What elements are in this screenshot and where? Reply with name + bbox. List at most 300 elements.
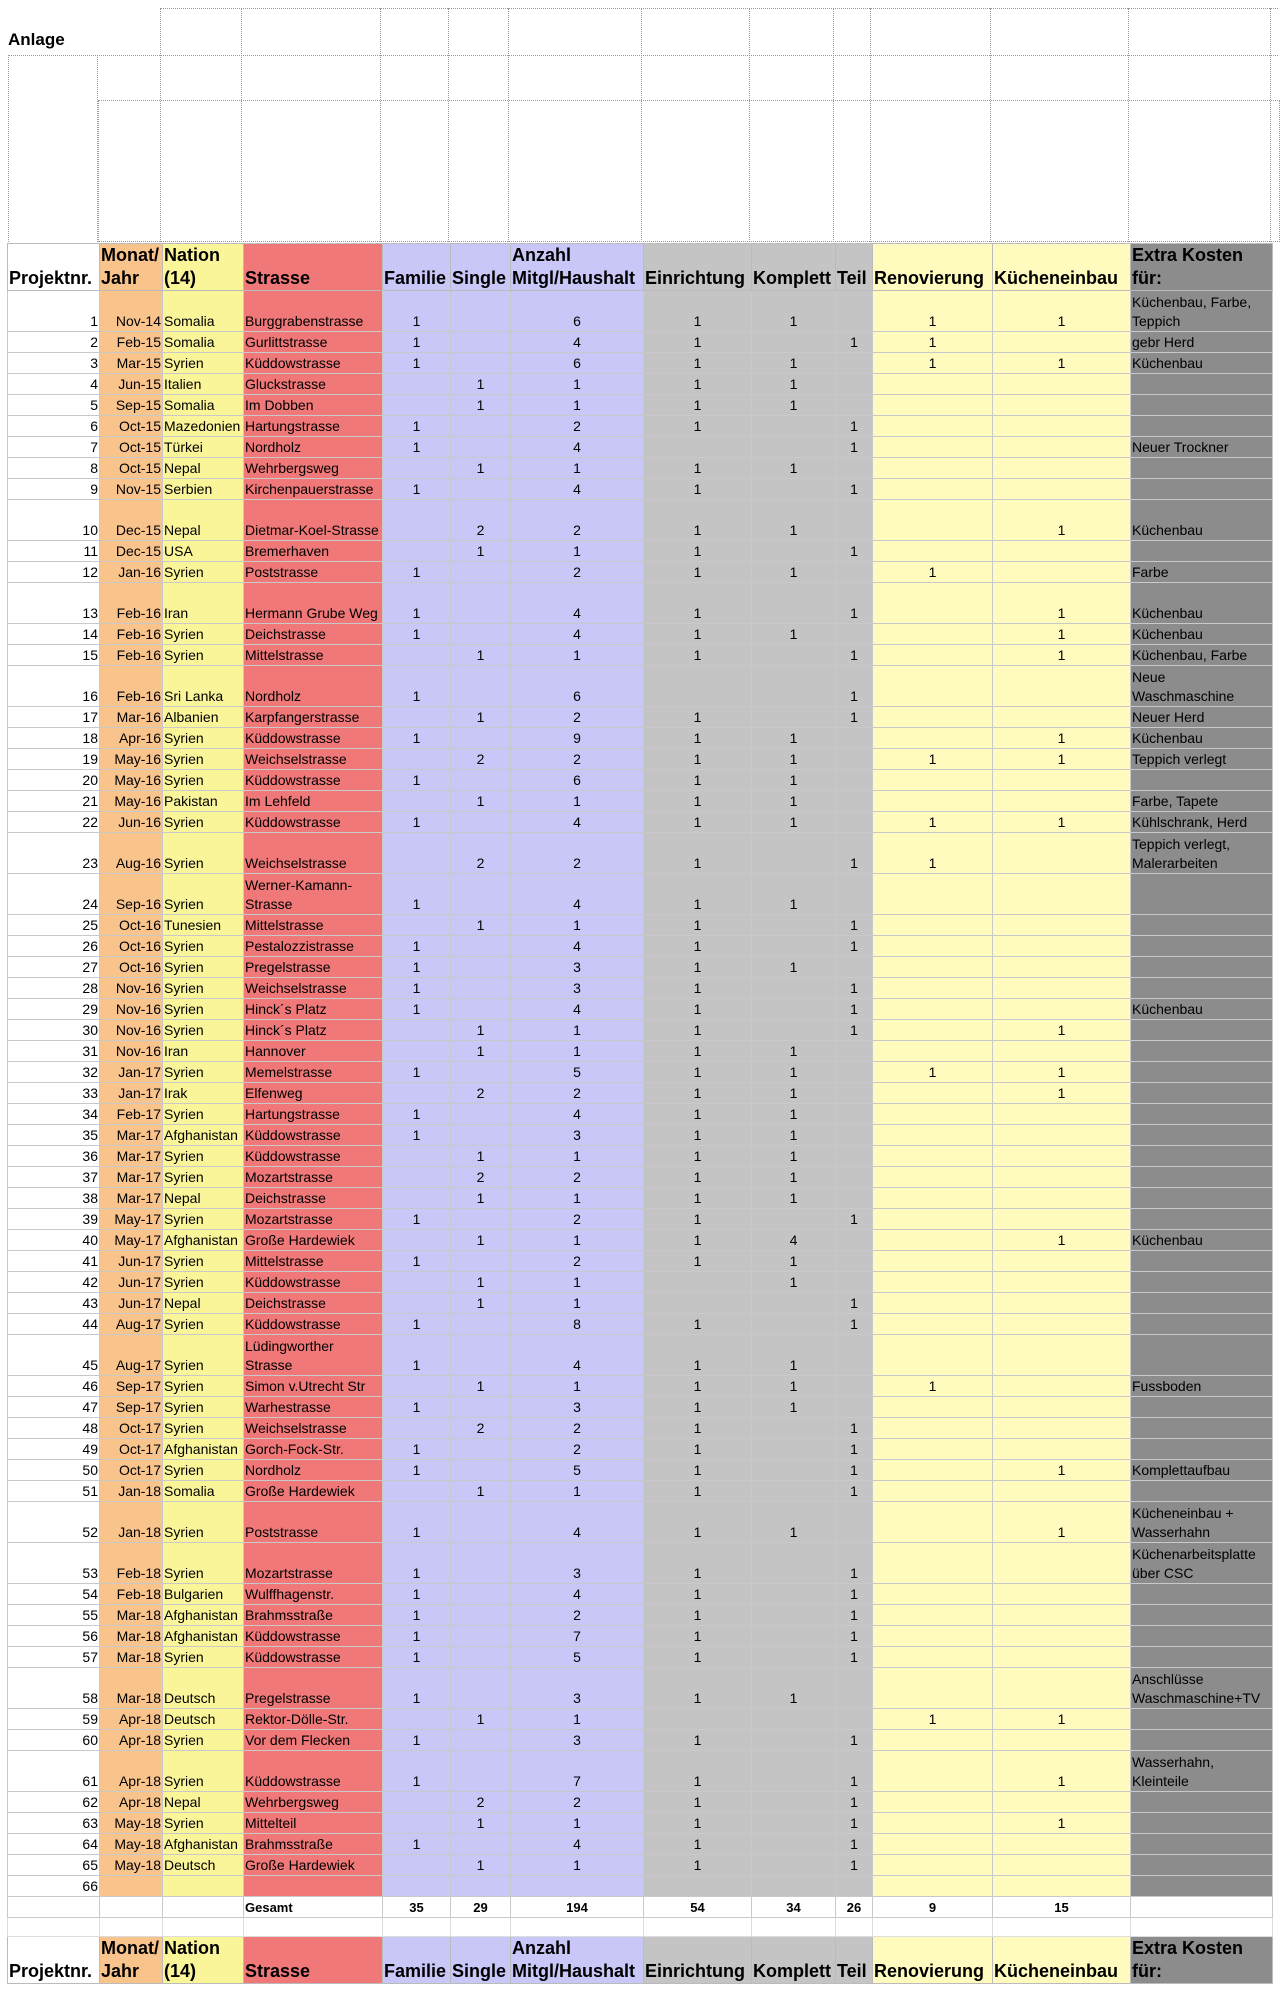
cell-monat-jahr[interactable]: Oct-16 [100,936,163,957]
cell-komplett[interactable]: 1 [752,1041,836,1062]
cell-single[interactable] [451,978,511,999]
cell-strasse[interactable]: Rektor-Dölle-Str. [244,1709,383,1730]
cell-projektnr[interactable]: 44 [8,1314,100,1335]
cell-single[interactable] [451,1834,511,1855]
cell-komplett[interactable] [752,936,836,957]
cell-projektnr[interactable]: 66 [8,1876,100,1897]
cell-monat-jahr[interactable]: Dec-15 [100,500,163,541]
cell-einrichtung[interactable]: 1 [644,1314,752,1335]
cell-strasse[interactable]: Mittelteil [244,1813,383,1834]
cell-single[interactable] [451,1397,511,1418]
cell-anzahl[interactable]: 1 [511,1188,644,1209]
cell-familie[interactable]: 1 [383,1730,451,1751]
cell-familie[interactable]: 1 [383,1125,451,1146]
cell-einrichtung[interactable]: 1 [644,1584,752,1605]
cell-kuecheneinbau[interactable] [993,437,1131,458]
cell-anzahl[interactable]: 4 [511,332,644,353]
cell-renovierung[interactable] [873,957,993,978]
cell-familie[interactable]: 1 [383,936,451,957]
cell-monat-jahr[interactable]: Sep-17 [100,1376,163,1397]
cell-anzahl[interactable]: 4 [511,812,644,833]
cell-komplett[interactable] [752,1751,836,1792]
cell-strasse[interactable]: Werner-Kamann-Strasse [244,874,383,915]
cell-extra-kosten[interactable] [1131,1855,1273,1876]
cell-anzahl[interactable]: 1 [511,541,644,562]
cell-einrichtung[interactable]: 1 [644,1502,752,1543]
cell-kuecheneinbau[interactable] [993,1626,1131,1647]
cell-kuecheneinbau[interactable] [993,1293,1131,1314]
cell-teil[interactable]: 1 [836,1730,873,1751]
cell-strasse[interactable]: Poststrasse [244,562,383,583]
cell-projektnr[interactable]: 14 [8,624,100,645]
cell-kuecheneinbau[interactable]: 1 [993,1083,1131,1104]
cell-monat-jahr[interactable]: Aug-17 [100,1314,163,1335]
cell-projektnr[interactable]: 39 [8,1209,100,1230]
cell-renovierung[interactable]: 1 [873,1709,993,1730]
cell-projektnr[interactable]: 27 [8,957,100,978]
cell-projektnr[interactable]: 16 [8,666,100,707]
cell-nation[interactable]: Syrien [163,728,244,749]
cell-nation[interactable]: Afghanistan [163,1439,244,1460]
cell-extra-kosten[interactable] [1131,541,1273,562]
cell-single[interactable]: 1 [451,645,511,666]
cell-kuecheneinbau[interactable]: 1 [993,1460,1131,1481]
cell-familie[interactable] [383,749,451,770]
cell-kuecheneinbau[interactable]: 1 [993,583,1131,624]
cell-anzahl[interactable]: 2 [511,1083,644,1104]
cell-monat-jahr[interactable]: Feb-18 [100,1584,163,1605]
cell-anzahl[interactable]: 4 [511,437,644,458]
cell-renovierung[interactable] [873,1876,993,1897]
cell-extra-kosten[interactable]: Neuer Trockner [1131,437,1273,458]
cell-anzahl[interactable]: 4 [511,479,644,500]
cell-anzahl[interactable]: 4 [511,1104,644,1125]
cell-single[interactable] [451,1647,511,1668]
cell-single[interactable] [451,770,511,791]
cell-extra-kosten[interactable] [1131,1083,1273,1104]
cell-anzahl[interactable]: 2 [511,1418,644,1439]
cell-nation[interactable]: Syrien [163,1209,244,1230]
cell-renovierung[interactable]: 1 [873,749,993,770]
cell-einrichtung[interactable]: 1 [644,541,752,562]
cell-komplett[interactable]: 1 [752,874,836,915]
cell-projektnr[interactable]: 51 [8,1481,100,1502]
cell-einrichtung[interactable]: 1 [644,1188,752,1209]
cell-single[interactable] [451,1626,511,1647]
cell-extra-kosten[interactable]: Küchenbau [1131,353,1273,374]
cell-extra-kosten[interactable]: Anschlüsse Waschmaschine+TV [1131,1668,1273,1709]
cell-nation[interactable]: Iran [163,1041,244,1062]
cell-kuecheneinbau[interactable] [993,1730,1131,1751]
cell-monat-jahr[interactable]: Mar-18 [100,1647,163,1668]
cell-familie[interactable] [383,395,451,416]
cell-einrichtung[interactable]: 1 [644,1751,752,1792]
cell-familie[interactable] [383,1167,451,1188]
cell-einrichtung[interactable]: 1 [644,1543,752,1584]
cell-renovierung[interactable] [873,1041,993,1062]
cell-renovierung[interactable] [873,915,993,936]
cell-teil[interactable] [836,1188,873,1209]
cell-einrichtung[interactable]: 1 [644,1605,752,1626]
cell-teil[interactable] [836,957,873,978]
cell-nation[interactable]: Pakistan [163,791,244,812]
cell-nation[interactable]: Afghanistan [163,1834,244,1855]
cell-strasse[interactable]: Dietmar-Koel-Strasse [244,500,383,541]
cell-single[interactable] [451,437,511,458]
cell-teil[interactable] [836,1335,873,1376]
cell-projektnr[interactable]: 41 [8,1251,100,1272]
cell-anzahl[interactable]: 2 [511,707,644,728]
cell-anzahl[interactable]: 9 [511,728,644,749]
cell-nation[interactable]: Syrien [163,999,244,1020]
cell-single[interactable] [451,1605,511,1626]
cell-nation[interactable]: Syrien [163,1751,244,1792]
cell-einrichtung[interactable]: 1 [644,416,752,437]
cell-extra-kosten[interactable] [1131,1647,1273,1668]
cell-komplett[interactable]: 1 [752,500,836,541]
cell-anzahl[interactable]: 3 [511,1668,644,1709]
cell-extra-kosten[interactable] [1131,1209,1273,1230]
cell-komplett[interactable]: 1 [752,1668,836,1709]
cell-monat-jahr[interactable]: Aug-17 [100,1335,163,1376]
cell-kuecheneinbau[interactable]: 1 [993,1062,1131,1083]
cell-familie[interactable]: 1 [383,1251,451,1272]
cell-kuecheneinbau[interactable] [993,791,1131,812]
cell-einrichtung[interactable] [644,437,752,458]
cell-einrichtung[interactable] [644,1876,752,1897]
cell-familie[interactable]: 1 [383,291,451,332]
cell-familie[interactable]: 1 [383,1439,451,1460]
cell-monat-jahr[interactable]: Nov-16 [100,1041,163,1062]
cell-einrichtung[interactable]: 1 [644,1792,752,1813]
cell-extra-kosten[interactable]: Neuer Herd [1131,707,1273,728]
cell-anzahl[interactable]: 1 [511,645,644,666]
cell-single[interactable] [451,479,511,500]
cell-strasse[interactable]: Bremerhaven [244,541,383,562]
cell-einrichtung[interactable]: 1 [644,1230,752,1251]
cell-kuecheneinbau[interactable] [993,957,1131,978]
cell-single[interactable]: 1 [451,1855,511,1876]
cell-extra-kosten[interactable] [1131,915,1273,936]
cell-teil[interactable] [836,1376,873,1397]
cell-familie[interactable] [383,458,451,479]
cell-teil[interactable] [836,562,873,583]
cell-monat-jahr[interactable]: Mar-18 [100,1605,163,1626]
cell-anzahl[interactable]: 3 [511,1543,644,1584]
cell-kuecheneinbau[interactable] [993,1104,1131,1125]
cell-familie[interactable] [383,833,451,874]
cell-strasse[interactable]: Lüdingworther Strasse [244,1335,383,1376]
cell-strasse[interactable]: Mittelstrasse [244,645,383,666]
cell-single[interactable] [451,624,511,645]
cell-nation[interactable]: Nepal [163,1792,244,1813]
cell-single[interactable] [451,1543,511,1584]
cell-anzahl[interactable]: 5 [511,1460,644,1481]
cell-monat-jahr[interactable]: Apr-18 [100,1709,163,1730]
cell-single[interactable] [451,562,511,583]
cell-monat-jahr[interactable]: Aug-16 [100,833,163,874]
cell-kuecheneinbau[interactable]: 1 [993,1709,1131,1730]
cell-teil[interactable]: 1 [836,541,873,562]
cell-single[interactable]: 1 [451,458,511,479]
cell-kuecheneinbau[interactable] [993,1167,1131,1188]
cell-extra-kosten[interactable] [1131,1584,1273,1605]
cell-single[interactable] [451,291,511,332]
cell-kuecheneinbau[interactable]: 1 [993,500,1131,541]
cell-familie[interactable] [383,707,451,728]
cell-extra-kosten[interactable] [1131,1020,1273,1041]
cell-teil[interactable] [836,791,873,812]
cell-einrichtung[interactable]: 1 [644,1626,752,1647]
cell-nation[interactable]: Afghanistan [163,1230,244,1251]
cell-single[interactable]: 2 [451,1418,511,1439]
cell-strasse[interactable]: Hartungstrasse [244,1104,383,1125]
cell-renovierung[interactable] [873,374,993,395]
cell-strasse[interactable]: Pregelstrasse [244,1668,383,1709]
cell-einrichtung[interactable]: 1 [644,936,752,957]
cell-komplett[interactable] [752,1813,836,1834]
cell-projektnr[interactable]: 65 [8,1855,100,1876]
cell-familie[interactable]: 1 [383,416,451,437]
cell-projektnr[interactable]: 62 [8,1792,100,1813]
cell-komplett[interactable]: 1 [752,791,836,812]
cell-nation[interactable]: Bulgarien [163,1584,244,1605]
cell-anzahl[interactable]: 2 [511,1605,644,1626]
cell-strasse[interactable]: Wulffhagenstr. [244,1584,383,1605]
cell-single[interactable]: 2 [451,1083,511,1104]
cell-familie[interactable] [383,1813,451,1834]
cell-single[interactable] [451,353,511,374]
cell-kuecheneinbau[interactable] [993,1439,1131,1460]
cell-nation[interactable]: Deutsch [163,1855,244,1876]
cell-renovierung[interactable] [873,458,993,479]
cell-teil[interactable]: 1 [836,833,873,874]
cell-nation[interactable]: Somalia [163,1481,244,1502]
cell-komplett[interactable] [752,332,836,353]
cell-monat-jahr[interactable]: Nov-16 [100,999,163,1020]
cell-nation[interactable]: Syrien [163,1146,244,1167]
cell-single[interactable]: 2 [451,749,511,770]
cell-einrichtung[interactable]: 1 [644,374,752,395]
cell-teil[interactable]: 1 [836,416,873,437]
cell-anzahl[interactable]: 6 [511,770,644,791]
cell-strasse[interactable]: Nordholz [244,666,383,707]
cell-strasse[interactable]: Mittelstrasse [244,915,383,936]
cell-single[interactable]: 1 [451,1188,511,1209]
cell-projektnr[interactable]: 21 [8,791,100,812]
cell-kuecheneinbau[interactable] [993,666,1131,707]
cell-anzahl[interactable]: 1 [511,1272,644,1293]
cell-renovierung[interactable] [873,1335,993,1376]
cell-teil[interactable] [836,874,873,915]
cell-anzahl[interactable]: 3 [511,957,644,978]
cell-extra-kosten[interactable]: Küchenbau [1131,624,1273,645]
cell-projektnr[interactable]: 57 [8,1647,100,1668]
cell-renovierung[interactable] [873,416,993,437]
cell-familie[interactable] [383,791,451,812]
cell-projektnr[interactable]: 38 [8,1188,100,1209]
cell-teil[interactable]: 1 [836,1314,873,1335]
cell-projektnr[interactable]: 4 [8,374,100,395]
cell-anzahl[interactable]: 2 [511,1209,644,1230]
cell-nation[interactable]: Syrien [163,1730,244,1751]
cell-projektnr[interactable]: 12 [8,562,100,583]
cell-kuecheneinbau[interactable]: 1 [993,1230,1131,1251]
cell-nation[interactable]: Afghanistan [163,1605,244,1626]
cell-anzahl[interactable]: 3 [511,1125,644,1146]
cell-teil[interactable]: 1 [836,1209,873,1230]
cell-komplett[interactable] [752,645,836,666]
cell-teil[interactable]: 1 [836,936,873,957]
cell-strasse[interactable]: Küddowstrasse [244,353,383,374]
cell-single[interactable]: 2 [451,500,511,541]
cell-teil[interactable] [836,1146,873,1167]
cell-single[interactable] [451,957,511,978]
cell-monat-jahr[interactable]: Feb-18 [100,1543,163,1584]
cell-teil[interactable]: 1 [836,332,873,353]
cell-renovierung[interactable] [873,770,993,791]
cell-single[interactable] [451,1125,511,1146]
cell-komplett[interactable]: 1 [752,812,836,833]
cell-renovierung[interactable]: 1 [873,562,993,583]
cell-renovierung[interactable] [873,1146,993,1167]
cell-kuecheneinbau[interactable] [993,1335,1131,1376]
cell-extra-kosten[interactable] [1131,978,1273,999]
cell-familie[interactable]: 1 [383,1605,451,1626]
cell-projektnr[interactable]: 10 [8,500,100,541]
cell-anzahl[interactable]: 6 [511,353,644,374]
cell-komplett[interactable] [752,707,836,728]
cell-kuecheneinbau[interactable] [993,1272,1131,1293]
cell-strasse[interactable] [244,1876,383,1897]
cell-nation[interactable]: Syrien [163,1460,244,1481]
cell-teil[interactable]: 1 [836,1439,873,1460]
cell-anzahl[interactable]: 1 [511,1041,644,1062]
cell-renovierung[interactable] [873,1751,993,1792]
cell-projektnr[interactable]: 33 [8,1083,100,1104]
cell-monat-jahr[interactable]: Jun-16 [100,812,163,833]
cell-nation[interactable]: Syrien [163,645,244,666]
cell-anzahl[interactable]: 1 [511,458,644,479]
cell-strasse[interactable]: Küddowstrasse [244,1314,383,1335]
cell-strasse[interactable]: Küddowstrasse [244,812,383,833]
cell-teil[interactable]: 1 [836,1605,873,1626]
cell-teil[interactable]: 1 [836,915,873,936]
cell-nation[interactable]: Serbien [163,479,244,500]
cell-familie[interactable]: 1 [383,353,451,374]
cell-strasse[interactable]: Memelstrasse [244,1062,383,1083]
cell-projektnr[interactable]: 7 [8,437,100,458]
cell-renovierung[interactable] [873,1647,993,1668]
cell-extra-kosten[interactable]: gebr Herd [1131,332,1273,353]
cell-strasse[interactable]: Hermann Grube Weg [244,583,383,624]
cell-strasse[interactable]: Simon v.Utrecht Str [244,1376,383,1397]
cell-komplett[interactable] [752,833,836,874]
cell-anzahl[interactable]: 1 [511,1481,644,1502]
cell-anzahl[interactable]: 4 [511,1502,644,1543]
cell-extra-kosten[interactable] [1131,1730,1273,1751]
cell-projektnr[interactable]: 60 [8,1730,100,1751]
cell-nation[interactable]: Syrien [163,1647,244,1668]
cell-kuecheneinbau[interactable] [993,999,1131,1020]
cell-einrichtung[interactable]: 1 [644,1167,752,1188]
cell-extra-kosten[interactable]: Fussboden [1131,1376,1273,1397]
cell-kuecheneinbau[interactable] [993,1041,1131,1062]
cell-einrichtung[interactable]: 1 [644,500,752,541]
cell-einrichtung[interactable] [644,1709,752,1730]
cell-anzahl[interactable]: 4 [511,1584,644,1605]
cell-teil[interactable]: 1 [836,1626,873,1647]
cell-familie[interactable]: 1 [383,1209,451,1230]
cell-familie[interactable] [383,1855,451,1876]
cell-extra-kosten[interactable] [1131,458,1273,479]
cell-familie[interactable]: 1 [383,562,451,583]
cell-strasse[interactable]: Karpfangerstrasse [244,707,383,728]
cell-familie[interactable]: 1 [383,1502,451,1543]
cell-monat-jahr[interactable]: May-17 [100,1230,163,1251]
cell-nation[interactable]: Nepal [163,1293,244,1314]
cell-extra-kosten[interactable]: Küchenbau [1131,583,1273,624]
cell-komplett[interactable]: 1 [752,770,836,791]
cell-einrichtung[interactable]: 1 [644,479,752,500]
cell-komplett[interactable]: 1 [752,353,836,374]
cell-renovierung[interactable] [873,1730,993,1751]
cell-einrichtung[interactable]: 1 [644,1209,752,1230]
cell-extra-kosten[interactable] [1131,374,1273,395]
cell-monat-jahr[interactable]: Jun-17 [100,1272,163,1293]
cell-single[interactable] [451,1062,511,1083]
cell-kuecheneinbau[interactable] [993,978,1131,999]
cell-single[interactable]: 1 [451,1272,511,1293]
cell-projektnr[interactable]: 1 [8,291,100,332]
cell-einrichtung[interactable]: 1 [644,1668,752,1709]
cell-renovierung[interactable] [873,1502,993,1543]
cell-einrichtung[interactable]: 1 [644,1146,752,1167]
cell-monat-jahr[interactable]: Jan-18 [100,1481,163,1502]
cell-strasse[interactable]: Gorch-Fock-Str. [244,1439,383,1460]
cell-strasse[interactable]: Poststrasse [244,1502,383,1543]
cell-kuecheneinbau[interactable]: 1 [993,645,1131,666]
cell-nation[interactable]: Nepal [163,1188,244,1209]
cell-einrichtung[interactable]: 1 [644,957,752,978]
cell-renovierung[interactable] [873,1668,993,1709]
cell-kuecheneinbau[interactable]: 1 [993,1813,1131,1834]
cell-teil[interactable]: 1 [836,1813,873,1834]
cell-extra-kosten[interactable] [1131,874,1273,915]
cell-teil[interactable]: 1 [836,437,873,458]
cell-single[interactable]: 1 [451,1020,511,1041]
cell-familie[interactable] [383,645,451,666]
cell-anzahl[interactable]: 8 [511,1314,644,1335]
cell-einrichtung[interactable]: 1 [644,728,752,749]
cell-strasse[interactable]: Küddowstrasse [244,1146,383,1167]
cell-renovierung[interactable] [873,479,993,500]
cell-strasse[interactable]: Küddowstrasse [244,1272,383,1293]
cell-monat-jahr[interactable]: Nov-16 [100,978,163,999]
cell-komplett[interactable]: 1 [752,749,836,770]
cell-strasse[interactable]: Mozartstrasse [244,1209,383,1230]
cell-komplett[interactable] [752,1209,836,1230]
cell-teil[interactable] [836,812,873,833]
cell-projektnr[interactable]: 58 [8,1668,100,1709]
cell-familie[interactable]: 1 [383,770,451,791]
cell-strasse[interactable]: Deichstrasse [244,1293,383,1314]
cell-renovierung[interactable]: 1 [873,332,993,353]
cell-monat-jahr[interactable]: Jan-17 [100,1062,163,1083]
cell-strasse[interactable]: Kirchenpauerstrasse [244,479,383,500]
cell-komplett[interactable] [752,666,836,707]
cell-nation[interactable]: Nepal [163,500,244,541]
